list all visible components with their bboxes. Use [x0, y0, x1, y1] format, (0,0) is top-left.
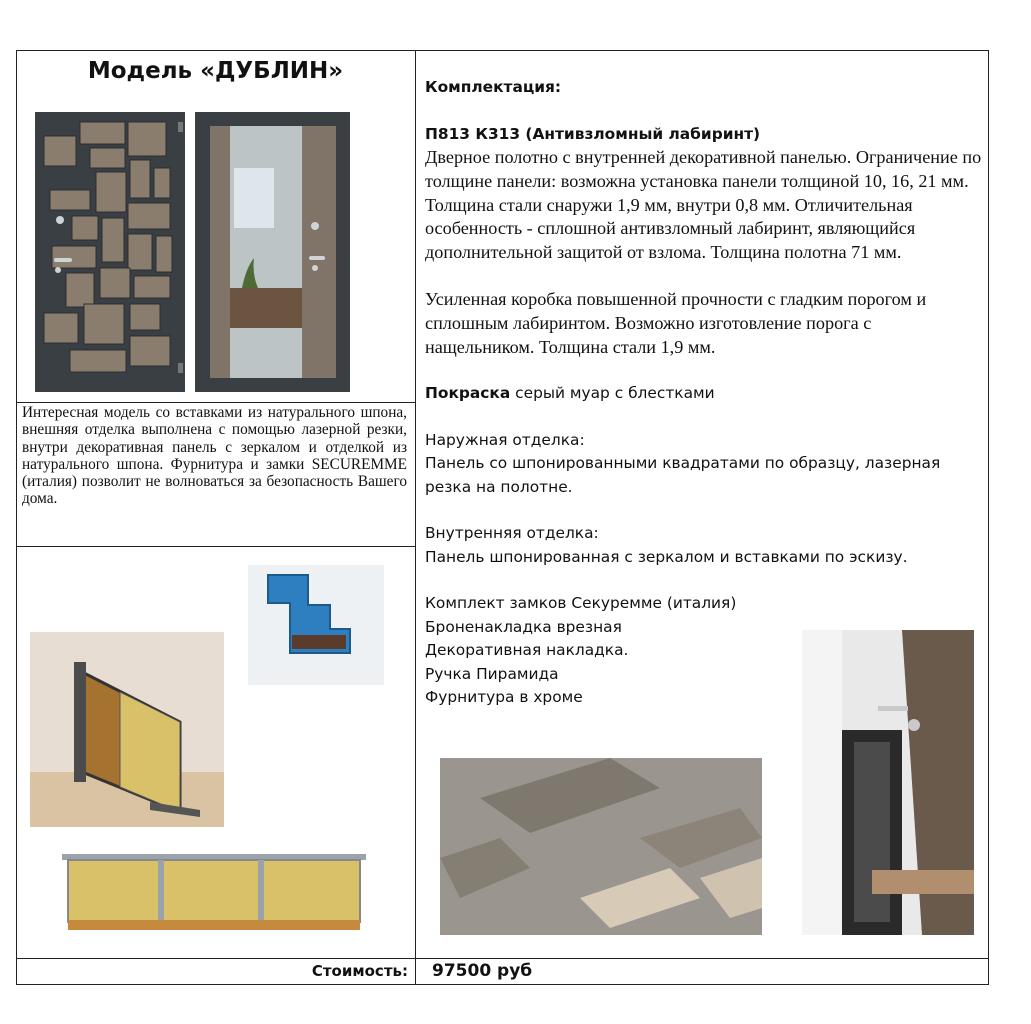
hardware-item: Фурнитура в хроме — [425, 688, 583, 707]
outer-finish-heading: Наружная отделка: — [425, 430, 585, 449]
spec-column — [425, 76, 985, 710]
door-section-image — [60, 850, 368, 936]
veneer-closeup-photo — [440, 758, 762, 935]
inner-finish-text: Панель шпонированная с зеркалом и вставками по эскизу. — [425, 547, 908, 566]
hardware-item: Комплект замков Секуремме (италия) — [425, 594, 737, 613]
model-code: П813 К313 (Антивзломный лабиринт) — [425, 124, 761, 143]
paint-value: серый муар с блестками — [510, 384, 715, 403]
interior-door-photo — [802, 630, 974, 935]
door-images — [30, 108, 355, 395]
outer-finish-text: Панель со шпонированными квадратами по образцу, лазерная резка на полотне. — [425, 454, 941, 496]
frame-description: Усиленная коробка повышенной прочности с гладким порогом и сплошным лабиринтом. Возможно изготовление порога с нащельником. Толщина стали 1,9 мм. — [425, 288, 927, 357]
model-title: Модель «ДУБЛИН» — [87, 58, 344, 84]
paint-line — [425, 382, 985, 406]
price-value: 97500 руб — [432, 961, 533, 981]
paint-label: Покраска — [425, 384, 511, 403]
model-description: Интересная модель со вставками из натурального шпона, внешняя отделка выполнена с помощью лазерной резки, внутри декоративная панель с зеркалом и отделкой из натурального шпона. Фурнитура и замки SECUREMME (италия) позволит не волноваться за безопасность Вашего дома. — [22, 404, 407, 508]
door-cutaway-image — [30, 632, 224, 827]
price-label: Стоимость: — [311, 962, 408, 980]
hardware-item: Броненакладка врезная — [425, 617, 622, 636]
row-divider-image — [16, 402, 416, 403]
leaf-description: Дверное полотно с внутренней декоративной панелью. Ограничение по толщине панели: возможна установка панели толщиной 10, 16, 21 мм. Толщина стали снаружи 1,9 мм, внутри 0,8 мм. Отличительная особенность - сплошной антивзломный лабиринт, являющийся дополнительной защитой от взлома. Толщина полотна 71 мм. — [425, 147, 982, 263]
hardware-item: Ручка Пирамида — [425, 664, 559, 683]
row-divider-description — [16, 546, 416, 547]
hardware-item: Декоративная накладка. — [425, 641, 629, 660]
column-divider — [415, 50, 416, 985]
spec-heading: Комплектация: — [425, 78, 562, 96]
inner-finish-heading: Внутренняя отделка: — [425, 524, 599, 543]
frame-profile-image — [248, 565, 384, 685]
